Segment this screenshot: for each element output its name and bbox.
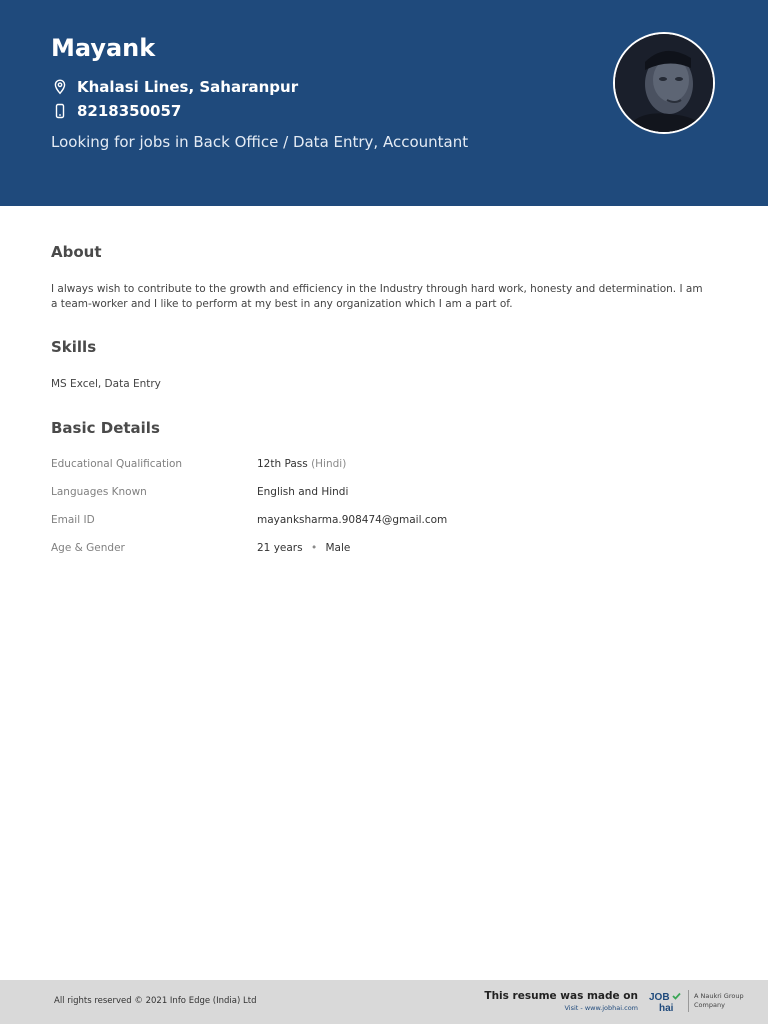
candidate-name: Mayank (51, 34, 156, 62)
education-level: 12th Pass (257, 458, 308, 470)
age-value: 21 years (257, 542, 303, 554)
location-text: Khalasi Lines, Saharanpur (77, 78, 299, 96)
languages-value: English and Hindi (257, 486, 349, 498)
jobhai-logo[interactable] (649, 990, 683, 1014)
naukri-line-1: A Naukri Group (694, 992, 744, 1000)
phone-number[interactable]: 8218350057 (77, 102, 182, 120)
visit-link[interactable]: Visit - www.jobhai.com (564, 1004, 638, 1012)
gender-value: Male (325, 542, 351, 554)
age-gender-label: Age & Gender (51, 542, 125, 554)
basic-details-heading: Basic Details (51, 419, 160, 437)
mobile-phone-icon (51, 102, 69, 120)
email-value[interactable]: mayanksharma.908474@gmail.com (257, 514, 448, 526)
education-value (257, 458, 346, 470)
separator-dot: • (310, 542, 318, 554)
languages-label: Languages Known (51, 486, 147, 498)
logo-hai-text: hai (659, 1003, 674, 1014)
education-medium: (Hindi) (311, 458, 347, 470)
naukri-group-text (694, 992, 754, 1010)
logo-job-text: JOB (649, 992, 670, 1003)
profile-header (0, 0, 768, 206)
education-label: Educational Qualification (51, 458, 183, 470)
naukri-line-2: Company (694, 1001, 725, 1009)
logo-divider (688, 990, 689, 1012)
location-pin-icon (51, 78, 69, 96)
job-preference-headline: Looking for jobs in Back Office / Data Entry, Accountant (51, 133, 469, 151)
footer (0, 980, 768, 1024)
made-on-block (484, 990, 638, 1012)
location-row (51, 78, 298, 96)
skills-text: MS Excel, Data Entry (51, 378, 161, 390)
skills-heading: Skills (51, 338, 97, 356)
age-gender-value (257, 542, 350, 554)
profile-photo (613, 32, 715, 134)
made-on-text: This resume was made on (484, 990, 638, 1002)
email-label: Email ID (51, 514, 95, 526)
phone-row (51, 102, 181, 120)
about-text: I always wish to contribute to the growth and efficiency in the Industry through hard work, honesty and determination. I am a team-worker and I like to perform at my best in any organization which I am a part of. (51, 283, 703, 310)
about-heading: About (51, 243, 102, 261)
copyright-text: All rights reserved © 2021 Info Edge (India) Ltd (54, 996, 257, 1006)
